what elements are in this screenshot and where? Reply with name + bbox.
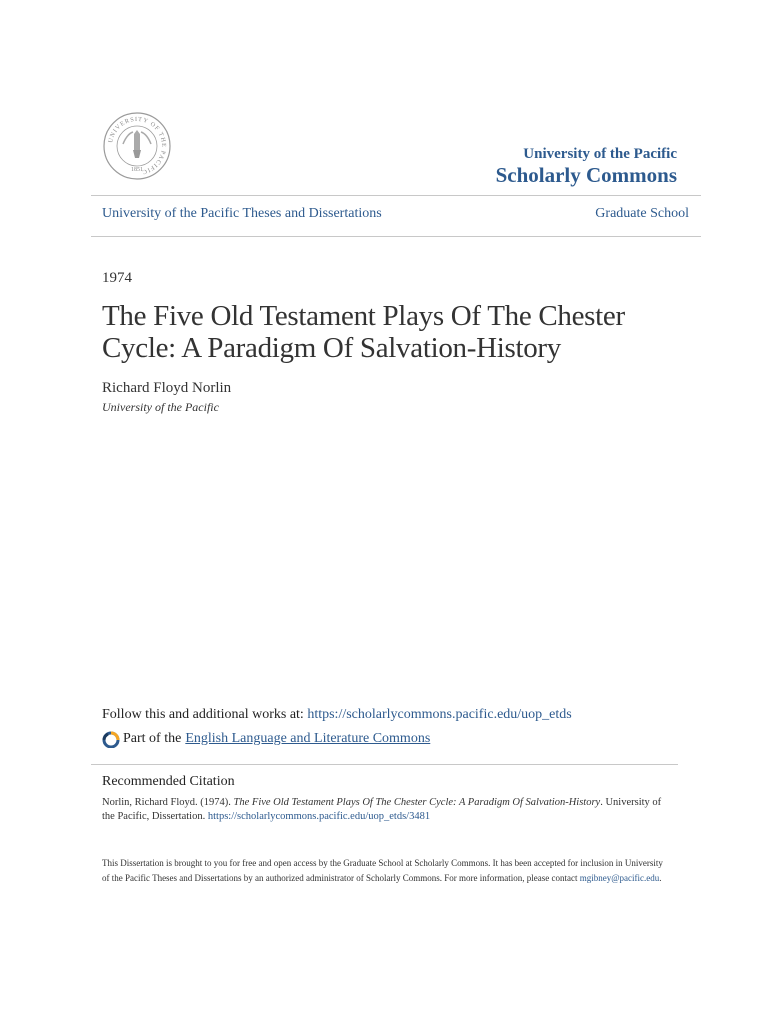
citation-prefix: Norlin, Richard Floyd. (1974). (102, 797, 231, 808)
commons-link[interactable]: English Language and Literature Commons (185, 731, 431, 746)
publication-year: 1974 (102, 270, 132, 286)
university-seal-logo (103, 112, 171, 180)
citation-text (102, 796, 672, 824)
follow-line (102, 707, 572, 723)
graduate-school-link[interactable]: Graduate School (595, 206, 689, 221)
seal-ring-text: UNIVERSITY OF THE PACIFIC (107, 115, 168, 176)
seal-year: 1851 (131, 167, 143, 173)
part-of-line (102, 730, 430, 748)
author-name: Richard Floyd Norlin (102, 380, 232, 396)
repository-brand[interactable] (496, 146, 677, 188)
citation-title: The Five Old Testament Plays Of The Chester Cycle: A Paradigm Of Salvation-History (233, 797, 601, 808)
citation-suffix: . University of the Pacific, Dissertation. (102, 797, 662, 822)
contact-email-link[interactable]: mgibney@pacific.edu (579, 873, 660, 883)
citation-url-link[interactable]: https://scholarlycommons.pacific.edu/uop_etds/3481 (207, 811, 431, 822)
part-of-label: Part of the (123, 731, 182, 746)
collection-nav (102, 206, 689, 222)
institution-name: University of the Pacific (523, 146, 677, 162)
notice-text: This Dissertation is brought to you for free and open access by the Graduate School at Scholarly Commons. It has been accepted for inclusion in University of the Pacific Theses and Dissertations by an authorized administrator of Scholarly Commons. For more information, please contact (102, 858, 663, 883)
author-affiliation: University of the Pacific (102, 400, 219, 414)
nav-divider (91, 236, 701, 237)
citation-divider (91, 764, 678, 765)
citation-heading: Recommended Citation (102, 774, 235, 789)
access-notice (102, 856, 672, 886)
bepress-commons-icon (102, 730, 120, 748)
collection-link[interactable]: University of the Pacific Theses and Dissertations (102, 206, 382, 221)
header-divider (91, 195, 701, 196)
repository-name: Scholarly Commons (495, 163, 677, 187)
follow-label: Follow this and additional works at: (102, 707, 304, 722)
notice-end: . (659, 873, 662, 883)
document-title: The Five Old Testament Plays Of The Chester Cycle: A Paradigm Of Salvation-History (102, 300, 625, 364)
follow-url-link[interactable]: https://scholarlycommons.pacific.edu/uop_etds (307, 707, 572, 722)
